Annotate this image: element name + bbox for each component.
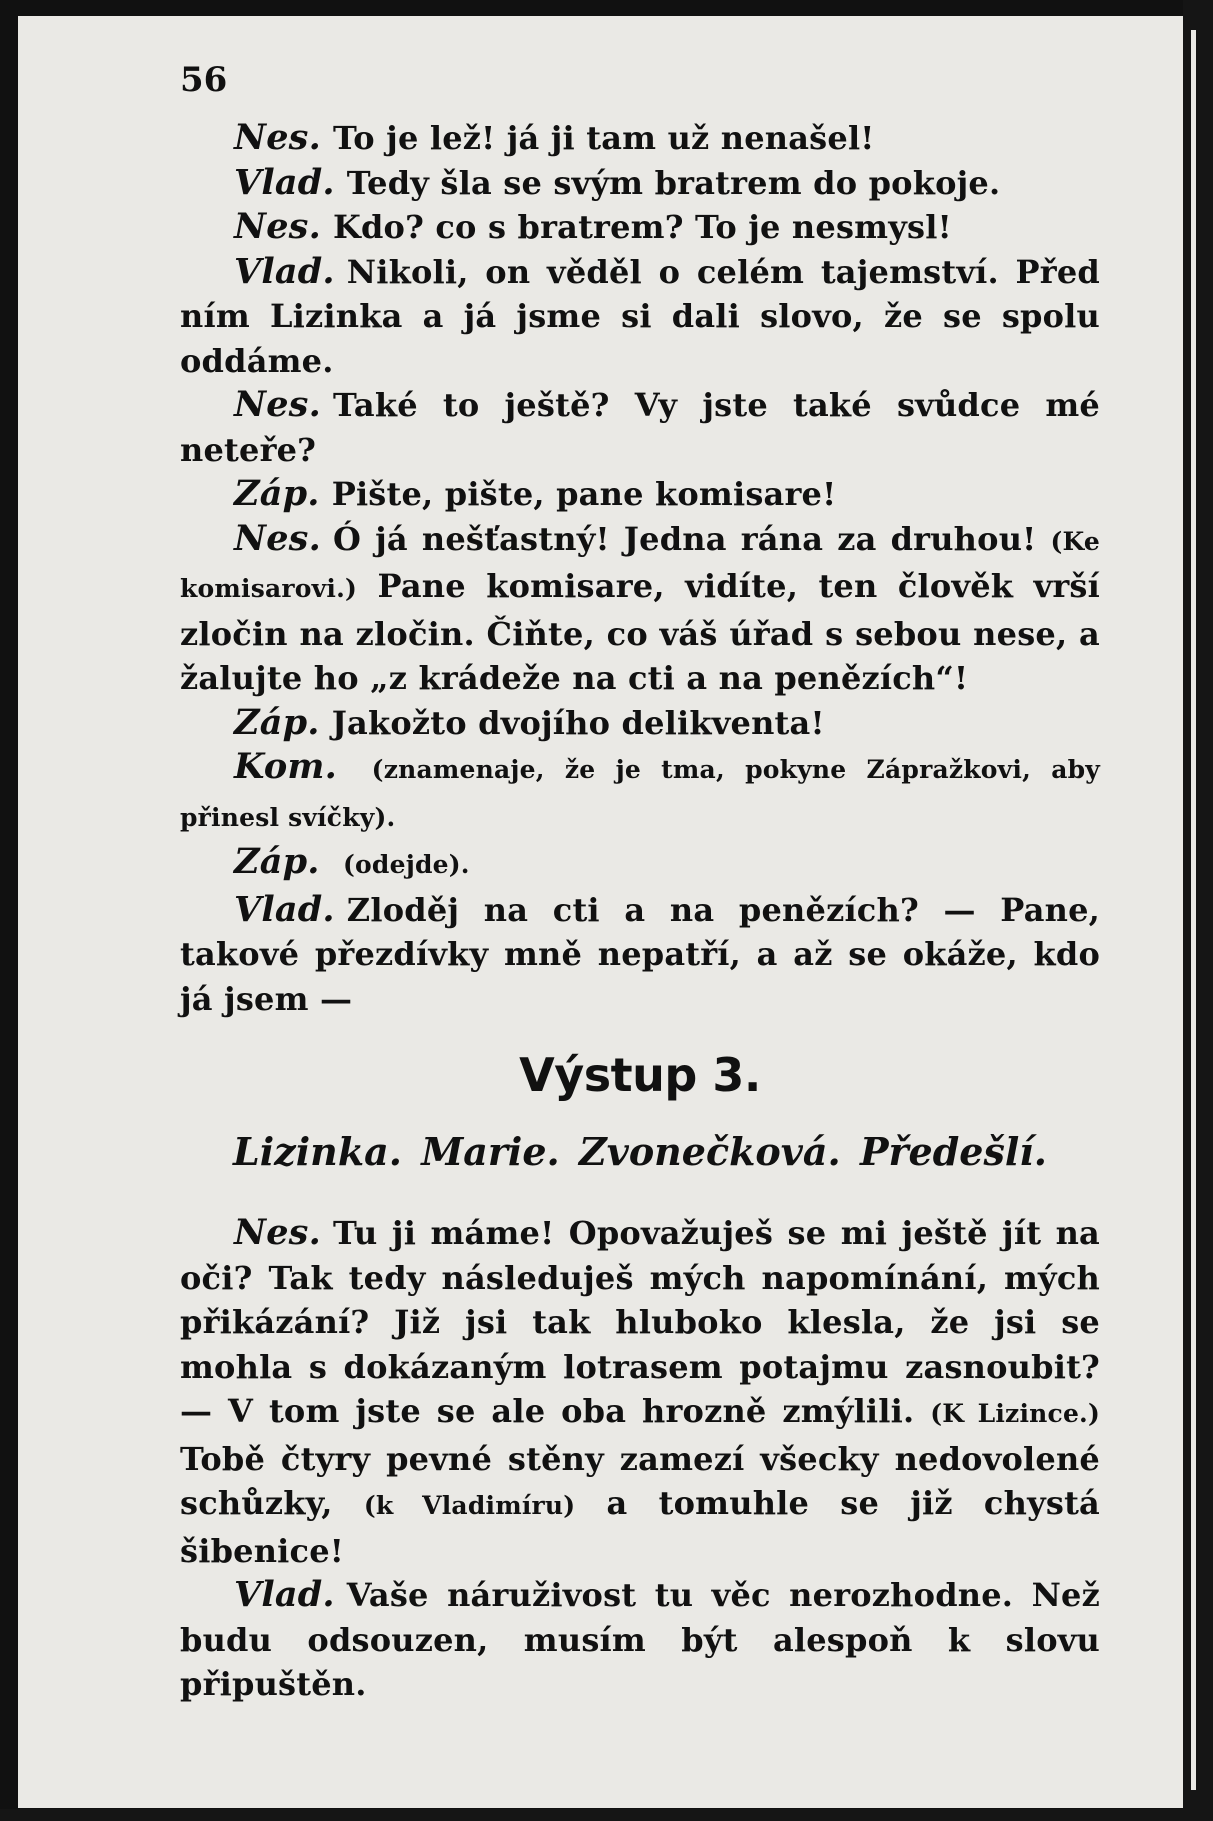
page-edge-shadow bbox=[1183, 0, 1213, 1821]
dialogue-line bbox=[180, 250, 1100, 384]
speaker-name: Záp. bbox=[234, 701, 320, 743]
scene-characters: Lizinka. Marie. Zvonečková. Předešlí. bbox=[233, 1129, 1047, 1174]
dialogue-line bbox=[180, 1211, 1100, 1573]
line-text: Tu ji máme! Opovažuješ se mi ještě jít na oči? Tak tedy následuješ mých napomínání, mých přikázání? Již jsi tak hluboko klesla, že jsi se mohla s dokázaným lotrasem potajmu zasnoubit? — V tom jste se ale oba hrozně zmýlili. bbox=[180, 1214, 1100, 1430]
dialogue-line bbox=[180, 161, 1100, 206]
stage-direction: (znamenaje, že je tma, pokyne Zápražkovi, aby přinesl svíčky). bbox=[180, 755, 1100, 832]
speaker-name: Záp. bbox=[234, 841, 320, 882]
line-text: Jakožto dvojího delikventa! bbox=[331, 703, 825, 742]
dialogue-line bbox=[180, 888, 1100, 1022]
speaker-name: Vlad. bbox=[234, 1574, 335, 1615]
speaker-name: Vlad. bbox=[234, 250, 335, 292]
line-text: Vaše náruživost tu věc nerozhodne. Než budu odsouzen, musím být alespoň k slovu připuštěn. bbox=[180, 1576, 1100, 1703]
dialogue-line bbox=[180, 472, 1100, 517]
line-text: Pište, pište, pane komisare! bbox=[331, 475, 837, 513]
dialogue-line bbox=[180, 205, 1100, 250]
dialogue-line bbox=[180, 701, 1100, 746]
line-text: Také to ještě? Vy jste také svůdce mé neteře? bbox=[180, 386, 1100, 469]
dialogue-line bbox=[180, 840, 1100, 888]
line-text: Zloděj na cti a na penězích? — Pane, takové přezdívky mně nepatří, a až se okáže, kdo já jsem — bbox=[180, 890, 1100, 1018]
speaker-name: Kom. bbox=[234, 746, 338, 787]
page-bottom-edge bbox=[0, 1809, 1213, 1821]
stage-direction: (odejde). bbox=[343, 850, 470, 879]
page-number: 56 bbox=[180, 60, 228, 100]
dialogue-block-bottom bbox=[180, 1211, 1100, 1707]
line-text: To je lež! já ji tam už nenašel! bbox=[332, 119, 875, 157]
stage-direction: (Ke komisarovi.) bbox=[180, 526, 1101, 603]
stage-direction: (K Lizince.) bbox=[930, 1399, 1100, 1428]
line-text: Tedy šla se svým bratrem do pokoje. bbox=[346, 163, 1001, 202]
dialogue-line bbox=[180, 1573, 1100, 1707]
book-page bbox=[18, 16, 1183, 1808]
scene-title: Výstup 3. bbox=[519, 1048, 761, 1102]
speaker-name: Nes. bbox=[234, 1212, 321, 1253]
speaker-name: Záp. bbox=[234, 473, 320, 514]
speaker-name: Nes. bbox=[234, 117, 321, 158]
speaker-name: Vlad. bbox=[234, 161, 335, 203]
dialogue-line bbox=[180, 383, 1100, 472]
speaker-name: Vlad. bbox=[234, 888, 335, 930]
dialogue-line bbox=[180, 116, 1100, 161]
dialogue-block-top bbox=[180, 116, 1100, 1021]
speaker-name: Nes. bbox=[234, 206, 321, 247]
dialogue-line bbox=[180, 745, 1100, 840]
line-text: Tobě čtyry pevné stěny zamezí všecky nedovolené schůzky, bbox=[180, 1439, 1100, 1522]
line-text: Pane komisare, vidíte, ten člověk vrší zločin na zločin. Čiňte, co váš úřad s sebou nese, a žalujte ho „z krádeže na cti a na penězích“! bbox=[180, 567, 1101, 697]
dialogue-line bbox=[180, 517, 1100, 701]
speaker-name: Nes. bbox=[234, 384, 321, 425]
line-text: Ó já nešťastný! Jedna rána za druhou! bbox=[332, 519, 1037, 558]
line-text: Kdo? co s bratrem? To je nesmysl! bbox=[332, 208, 952, 246]
line-text: Nikoli, on věděl o celém tajemství. Před ním Lizinka a já jsme si dali slovo, že se spolu oddáme. bbox=[180, 252, 1100, 380]
page-text bbox=[180, 116, 1100, 1707]
stage-direction: (k Vladimíru) bbox=[363, 1491, 576, 1520]
line-text: a tomuhle se již chystá šibenice! bbox=[180, 1484, 1100, 1570]
speaker-name: Nes. bbox=[234, 517, 321, 559]
